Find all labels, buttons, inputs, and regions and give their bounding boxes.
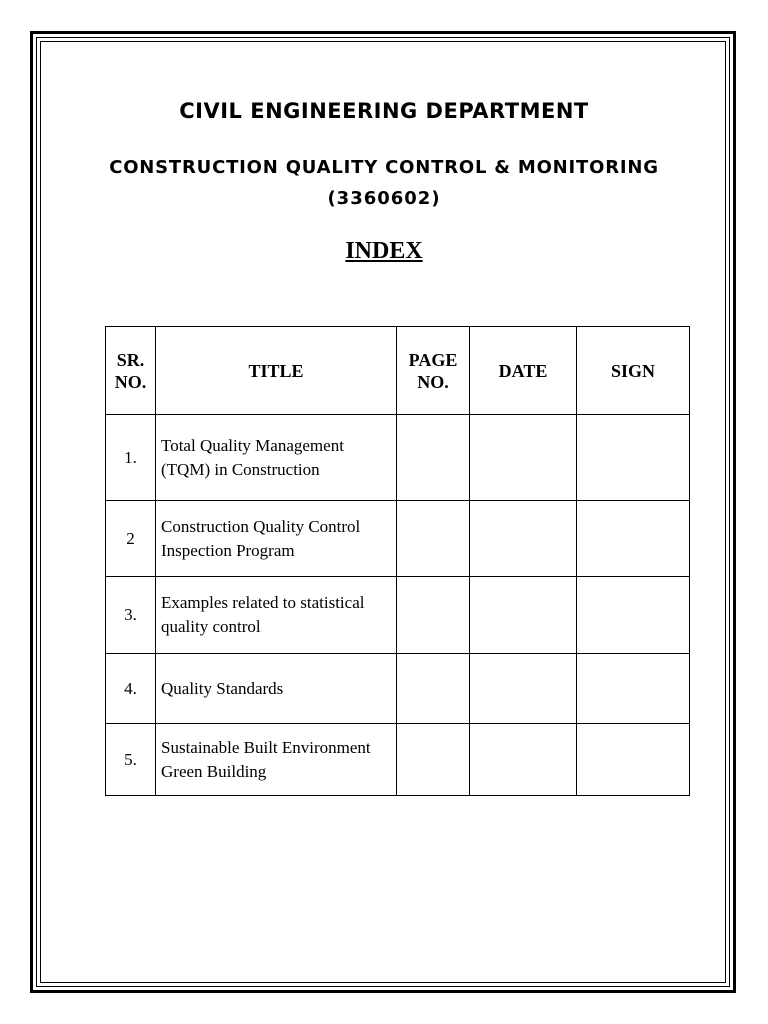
sign-cell xyxy=(577,577,690,654)
table-row xyxy=(106,577,690,654)
table-row xyxy=(106,415,690,501)
sign-cell xyxy=(577,415,690,501)
header-page-no: PAGE NO. xyxy=(397,327,470,415)
course-code: (3360602) xyxy=(327,188,441,209)
date-cell xyxy=(470,654,577,724)
sr-no-cell: 5. xyxy=(106,724,156,796)
header-sign: SIGN xyxy=(577,327,690,415)
date-cell xyxy=(470,724,577,796)
index-heading: INDEX xyxy=(345,238,423,264)
sign-cell xyxy=(577,501,690,577)
page-no-cell xyxy=(397,577,470,654)
header-title: TITLE xyxy=(156,327,397,415)
department-title: CIVIL ENGINEERING DEPARTMENT xyxy=(179,99,589,123)
sign-cell xyxy=(577,724,690,796)
sr-no-cell: 2 xyxy=(106,501,156,577)
date-cell xyxy=(470,415,577,501)
table-row xyxy=(106,501,690,577)
date-cell xyxy=(470,577,577,654)
page-no-cell xyxy=(397,415,470,501)
title-cell: Examples related to statistical quality control xyxy=(156,577,397,654)
title-cell: Sustainable Built Environment Green Building xyxy=(156,724,397,796)
page-no-cell xyxy=(397,724,470,796)
title-cell: Construction Quality Control Inspection Program xyxy=(156,501,397,577)
sr-no-cell: 1. xyxy=(106,415,156,501)
index-table xyxy=(105,326,690,796)
page-no-cell xyxy=(397,654,470,724)
sign-cell xyxy=(577,654,690,724)
table-header-row xyxy=(106,327,690,415)
header-sr-no: SR. NO. xyxy=(106,327,156,415)
date-cell xyxy=(470,501,577,577)
sr-no-cell: 4. xyxy=(106,654,156,724)
title-cell: Quality Standards xyxy=(156,654,397,724)
title-cell: Total Quality Management (TQM) in Construction xyxy=(156,415,397,501)
page-no-cell xyxy=(397,501,470,577)
header-date: DATE xyxy=(470,327,577,415)
table-row xyxy=(106,654,690,724)
sr-no-cell: 3. xyxy=(106,577,156,654)
table-row xyxy=(106,724,690,796)
course-title: CONSTRUCTION QUALITY CONTROL & MONITORING xyxy=(109,157,659,178)
